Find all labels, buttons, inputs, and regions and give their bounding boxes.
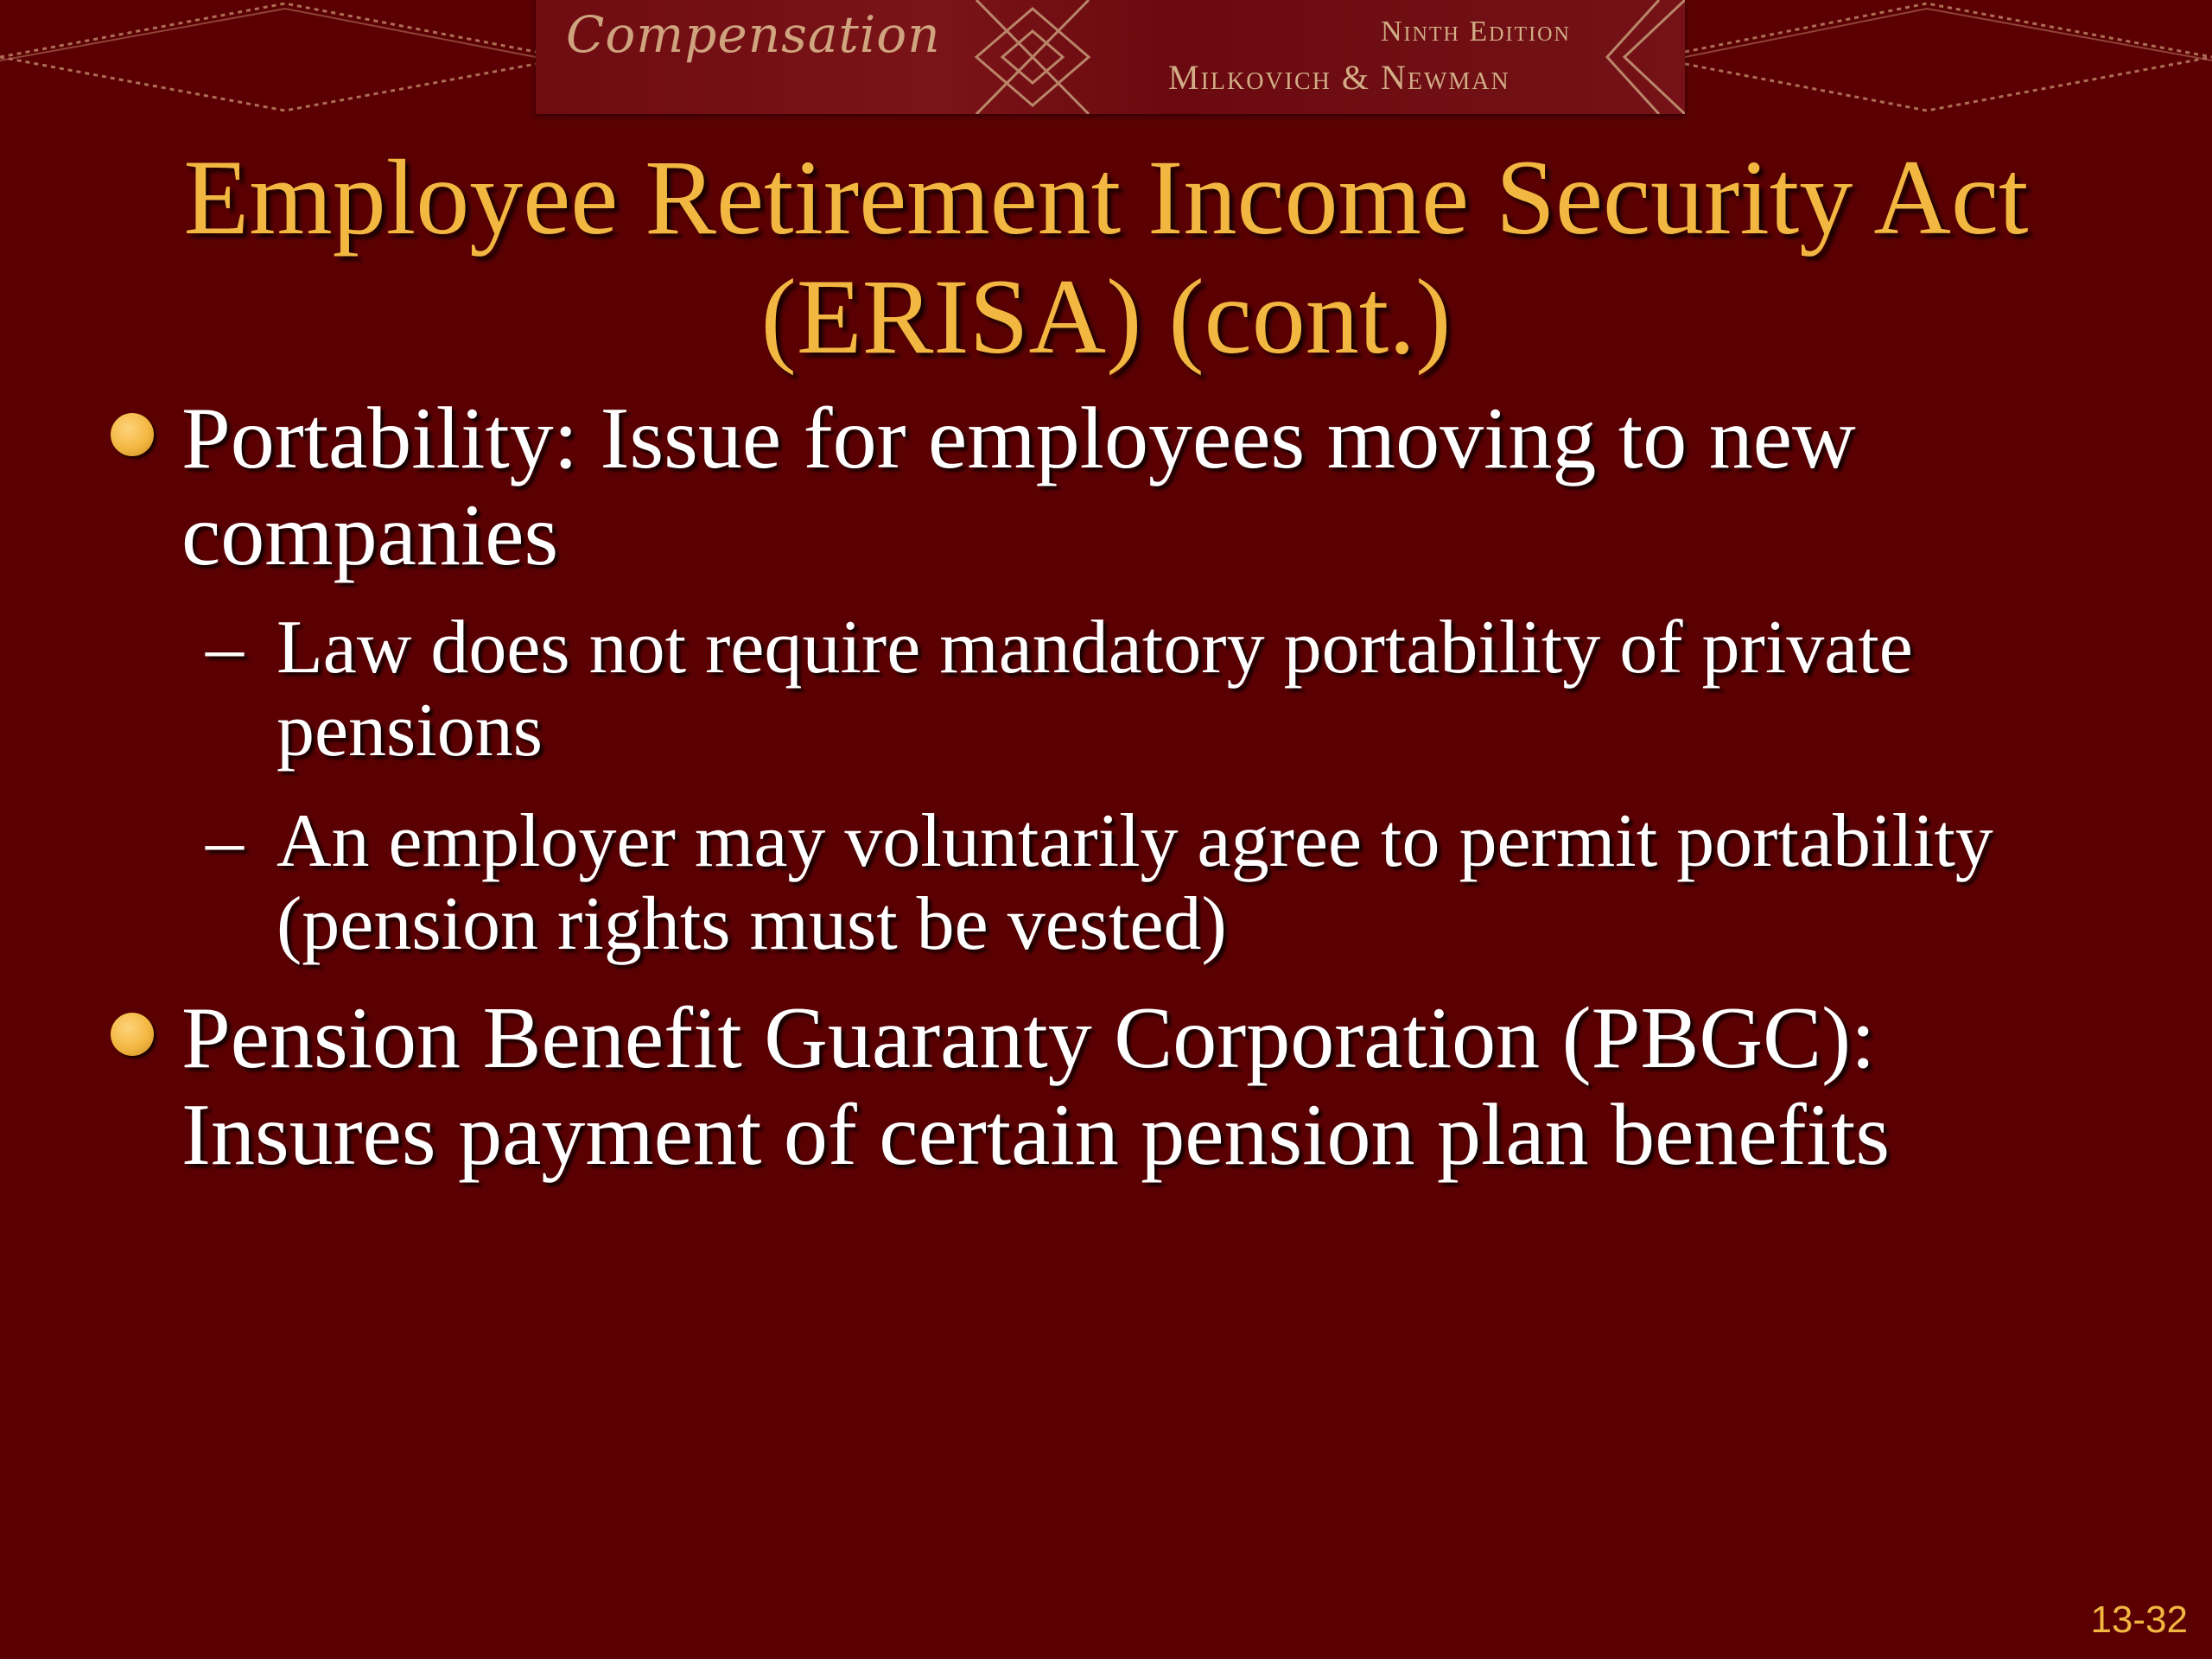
bullet-dot-icon xyxy=(111,1013,154,1056)
sub-bullet-law: Law does not require mandatory portability of private pensions xyxy=(276,606,1913,772)
bullet-dot-icon xyxy=(111,413,154,456)
bullet-pbgc: Pension Benefit Guaranty Corporation (PBGC): Insures payment of certain pension plan benefits xyxy=(181,989,1891,1184)
banner-authors: Milkovich & Newman xyxy=(1168,58,1510,97)
banner-edition: Ninth Edition xyxy=(1381,16,1571,48)
dash-icon: – xyxy=(206,799,244,883)
banner-compensation-script: Compensation xyxy=(566,5,941,64)
page-number: 13-32 xyxy=(2090,1599,2188,1641)
slide-title: Employee Retirement Income Security Act (ERISA) (cont.) xyxy=(183,138,2029,376)
sub-bullet-employer: An employer may voluntarily agree to permit portability (pension rights must be vested) xyxy=(276,799,1993,966)
dash-icon: – xyxy=(206,606,244,690)
bullet-portability: Portability: Issue for employees moving to new companies xyxy=(181,390,1856,584)
